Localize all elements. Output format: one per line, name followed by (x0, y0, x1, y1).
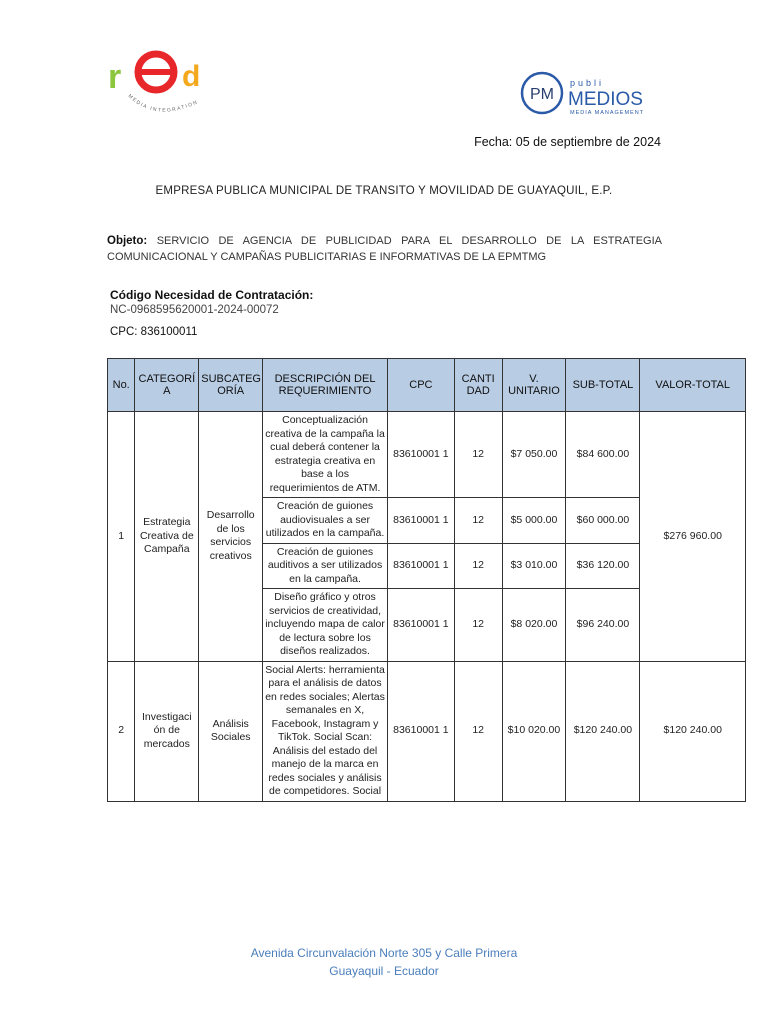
cell-cpc: 83610001 1 (387, 543, 454, 589)
pm-sub-text: MEDIA MANAGEMENT (570, 110, 645, 116)
table-row (108, 412, 746, 498)
cell-cpc: 83610001 1 (387, 589, 454, 662)
cell-cpc: 83610001 1 (387, 412, 454, 498)
requirements-table (107, 358, 746, 802)
cell-descripcion: Diseño gráfico y otros servicios de creatividad, incluyendo mapa de calor de lectura sobre los diseños realizados. (263, 589, 388, 662)
cell-subcategoria: Desarrollo de los servicios creativos (199, 412, 263, 662)
pm-mark: PM (530, 86, 554, 103)
footer-line-2: Guayaquil - Ecuador (329, 964, 439, 978)
cell-cpc: 83610001 1 (387, 661, 454, 801)
cell-descripcion: Social Alerts: herramienta para el análisis de datos en redes sociales; Alertas semanales en X, Facebook, Instagram y TikTok. Social Scan: Análisis del estado del manejo de la marca en redes sociales y análisis de competidores. Social (263, 661, 388, 801)
header-total: VALOR-TOTAL (640, 359, 746, 412)
cell-unitario: $7 050.00 (502, 412, 566, 498)
header-cantidad: CANTI DAD (454, 359, 502, 412)
cell-cantidad: 12 (454, 589, 502, 662)
table-row (108, 661, 746, 801)
cell-descripcion: Creación de guiones auditivos a ser utilizados en la campaña. (263, 543, 388, 589)
cell-categoria: Estrategia Creativa de Campaña (135, 412, 199, 662)
header-no: No. (108, 359, 135, 412)
svg-text:MEDIA INTEGRATION (127, 93, 200, 114)
pm-medios-text: MEDIOS (568, 89, 643, 110)
cell-no: 1 (108, 412, 135, 662)
cell-cantidad: 12 (454, 498, 502, 544)
footer-line-1: Avenida Circunvalación Norte 305 y Calle Primera (250, 946, 518, 960)
cell-cantidad: 12 (454, 412, 502, 498)
cell-total: $276 960.00 (640, 412, 746, 662)
logo-red-subtext: MEDIA INTEGRATION (126, 93, 200, 114)
cell-subtotal: $120 240.00 (566, 661, 640, 801)
cell-cantidad: 12 (454, 661, 502, 801)
objeto-text: SERVICIO DE AGENCIA DE PUBLICIDAD PARA EL DESARROLLO DE LA ESTRATEGIA COMUNICACIONAL Y CAMPAÑAS PUBLICITARIAS E INFORMATIVAS DE LA EPMTMG (107, 235, 662, 263)
codigo-label: Código Necesidad de Contratación: (110, 288, 314, 302)
cell-subtotal: $96 240.00 (566, 589, 640, 662)
pm-publi-text: publi (570, 78, 605, 88)
publimedios-logo (520, 70, 665, 116)
cell-descripcion: Creación de guiones audiovisuales a ser utilizados en la campaña. (263, 498, 388, 544)
cell-descripcion: Conceptualización creativa de la campaña la cual deberá contener la estrategia creativa en base a los requerimientos de ATM. (263, 412, 388, 498)
header-categoria: CATEGORÍ A (135, 359, 199, 412)
cell-subtotal: $84 600.00 (566, 412, 640, 498)
objeto-label: Objeto: (107, 235, 148, 247)
header-subtotal: SUB-TOTAL (566, 359, 640, 412)
cell-unitario: $3 010.00 (502, 543, 566, 589)
cell-unitario: $10 020.00 (502, 661, 566, 801)
cell-unitario: $8 020.00 (502, 589, 566, 662)
logo-red-letter-d: d (182, 60, 201, 93)
codigo-value: NC-0968595620001-2024-00072 (110, 304, 279, 316)
cell-cpc: 83610001 1 (387, 498, 454, 544)
cell-total: $120 240.00 (640, 661, 746, 801)
header-subcategoria: SUBCATEG ORÍA (199, 359, 263, 412)
cell-cantidad: 12 (454, 543, 502, 589)
cell-categoria: Investigaci ón de mercados (135, 661, 199, 801)
cell-unitario: $5 000.00 (502, 498, 566, 544)
table-header-row (108, 359, 746, 412)
objeto-paragraph (107, 233, 662, 265)
cell-subtotal: $60 000.00 (566, 498, 640, 544)
cpc-line: CPC: 836100011 (110, 326, 198, 338)
company-name: EMPRESA PUBLICA MUNICIPAL DE TRANSITO Y MOVILIDAD DE GUAYAQUIL, E.P. (155, 185, 613, 197)
footer-address (0, 944, 768, 980)
cell-no: 2 (108, 661, 135, 801)
cell-subcategoria: Análisis Sociales (199, 661, 263, 801)
header-unitario: V. UNITARIO (502, 359, 566, 412)
document-date: Fecha: 05 de septiembre de 2024 (474, 135, 661, 149)
header-cpc: CPC (387, 359, 454, 412)
logo-red-letter-r: r (108, 58, 122, 96)
red-media-logo (108, 44, 220, 124)
cell-subtotal: $36 120.00 (566, 543, 640, 589)
header-descripcion: DESCRIPCIÓN DEL REQUERIMIENTO (263, 359, 388, 412)
